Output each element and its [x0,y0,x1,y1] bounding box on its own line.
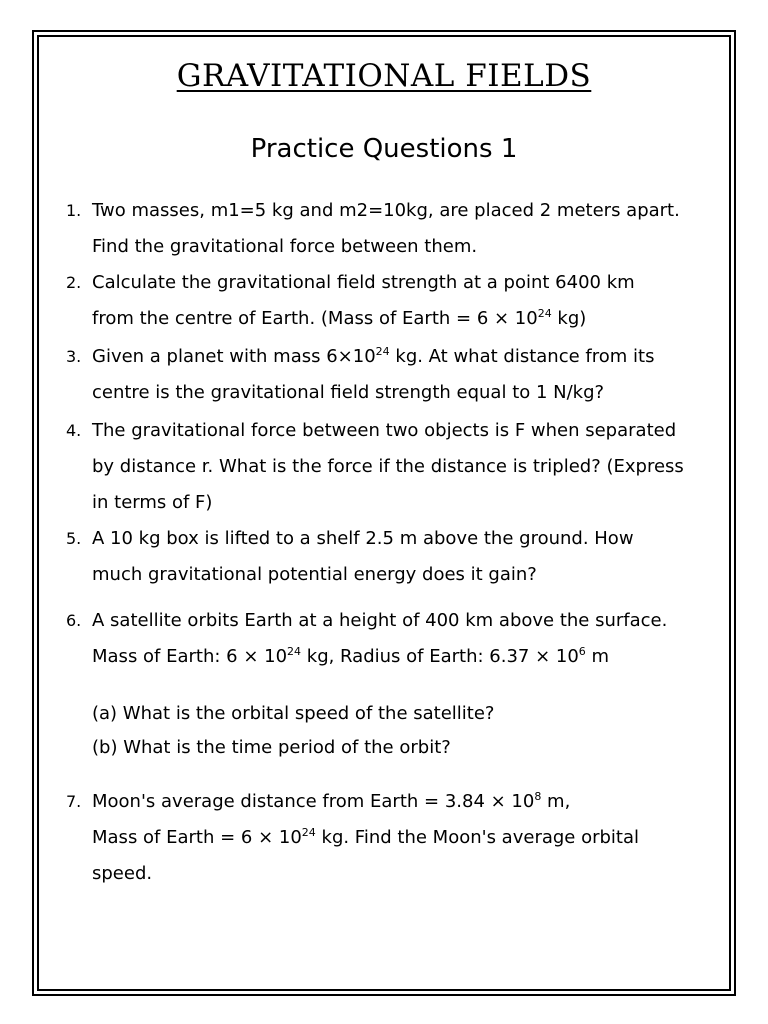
question-2 [66,265,726,337]
exponent: 24 [375,345,390,358]
question-line: Given a planet with mass $6\times 10^{24}$ kg. At what distance from its [92,345,655,367]
question-line: by distance r. What is the force if the distance is tripled? (Express [92,456,684,477]
question-number: 4. [66,421,82,440]
question-line: Moon's average distance from Earth = $3.84 \times 10^8$ m, [92,790,571,812]
question-line: A 10 kg box is lifted to a shelf 2.5 m above the ground. How [92,528,634,549]
question-line: The gravitational force between two objects is F when separated [92,420,677,441]
question-line: speed. [92,863,153,884]
question-line: Calculate the gravitational field strength at a point 6400 km [92,272,635,293]
question-7 [66,784,726,892]
question-6-part-a: (a) What is the orbital speed of the satellite? [92,703,495,724]
question-6 [66,603,726,675]
question-line: centre is the gravitational field strength equal to 1 N/kg? [92,382,605,403]
question-1 [66,193,726,265]
worksheet-subtitle: Practice Questions 1 [250,134,518,164]
question-line: much gravitational potential energy does it gain? [92,564,537,585]
question-4 [66,413,726,521]
question-line: Two masses, m1=5 kg and m2=10kg, are placed 2 meters apart. [92,200,680,221]
question-3 [66,339,726,411]
question-line: from the centre of Earth. (Mass of Earth = $6 \times 10^{24}$ kg) [92,307,587,329]
exponent: 24 [537,307,552,320]
question-line: Find the gravitational force between them. [92,236,478,257]
question-line: Mass of Earth: $6 \times 10^{24}$ kg, Radius of Earth: $6.37 \times 10^6$ m [92,645,610,667]
question-number: 1. [66,201,82,220]
exponent: 6 [578,645,586,658]
question-line: Mass of Earth = $6 \times 10^{24}$ kg. Find the Moon's average orbital [92,826,640,848]
worksheet-title: GRAVITATIONAL FIELDS [176,58,592,94]
question-line: A satellite orbits Earth at a height of 400 km above the surface. [92,610,668,631]
exponent: 24 [301,826,316,839]
question-line: in terms of F) [92,492,213,513]
exponent: 8 [534,790,542,803]
question-number: 5. [66,529,82,548]
question-number: 6. [66,611,82,630]
question-5 [66,521,726,593]
question-6-part-b: (b) What is the time period of the orbit? [92,737,451,758]
question-number: 2. [66,273,82,292]
question-number: 3. [66,347,82,366]
question-number: 7. [66,792,82,811]
exponent: 24 [287,645,302,658]
